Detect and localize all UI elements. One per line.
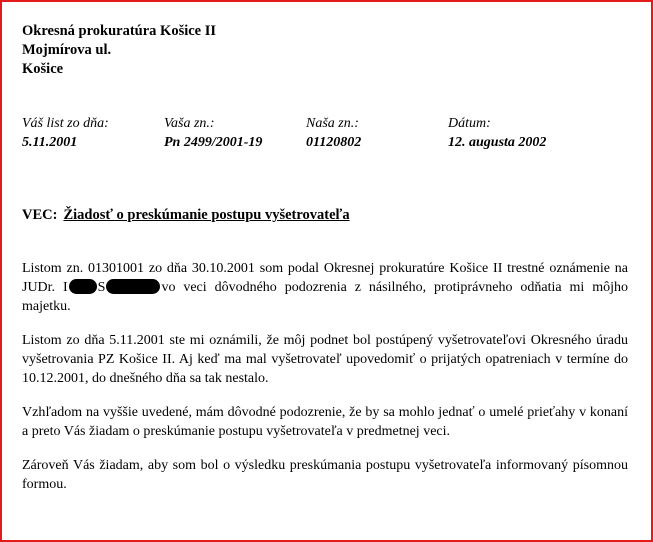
ref-your-letter-date [22,114,109,152]
subject-prefix: VEC: [22,207,58,223]
ref-value: 01120802 [306,135,362,150]
ref-value: 5.11.2001 [22,135,78,150]
paragraph-1-text-c: vo veci dôvodného podozrenia z násilného, protiprávneho odňatia mi môjho majetku. [22,280,628,314]
ref-label: Naša zn.: [306,116,359,131]
subject-text: Žiadosť o preskúmanie postupu vyšetrovateľa [63,207,350,223]
letter-body [22,259,628,509]
recipient-city: Košice [22,61,64,77]
redaction-mark [106,279,160,294]
ref-label: Vaša zn.: [164,116,215,131]
paragraph-1-text-a: Listom zn. 01301001 zo dňa 30.10.2001 som podal Okresnej prokuratúre Košice II trestné oznámenie na JUDr. I [22,261,628,295]
ref-date [448,114,546,152]
paragraph-3: Vzhľadom na vyššie uvedené, mám dôvodné podozrenie, že by sa mohlo jednať o umelé prieťahy v konaní a preto Vás žiadam o preskúmanie postupu vyšetrovateľa v predmetnej veci. [22,405,628,439]
paragraph-1 [22,259,628,316]
ref-label: Váš list zo dňa: [22,116,109,131]
recipient-address [22,22,216,79]
ref-our-number [306,114,361,152]
ref-your-number [164,114,262,152]
subject-line [22,207,350,224]
paragraph-1-text-b: S [97,280,106,295]
ref-value: Pn 2499/2001-19 [164,135,263,150]
redaction-mark [69,279,97,294]
ref-value: 12. augusta 2002 [448,135,547,150]
recipient-street: Mojmírova ul. [22,42,112,58]
paragraph-4: Zároveň Vás žiadam, aby som bol o výsledku preskúmania postupu vyšetrovateľa informovaný písomnou formou. [22,458,628,492]
ref-label: Dátum: [448,116,491,131]
paragraph-2: Listom zo dňa 5.11.2001 ste mi oznámili, že môj podnet bol postúpený vyšetrovateľovi Okresného úradu vyšetrovania PZ Košice II. Aj keď ma mal vyšetrovateľ upovedomiť o prijatých opatreniach v termíne do 10.12.2001, do dnešného dňa sa tak nestalo. [22,333,628,386]
recipient-name: Okresná prokuratúra Košice II [22,23,217,39]
